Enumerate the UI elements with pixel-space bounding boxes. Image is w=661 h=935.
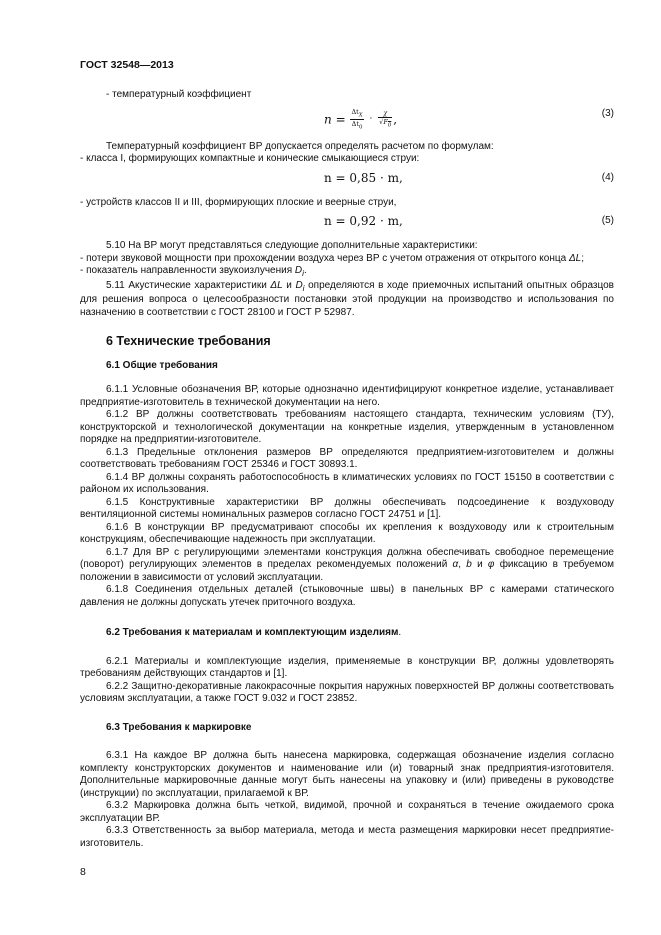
section-6-1-4: 6.1.4 ВР должны сохранять работоспособность в климатических условиях по ГОСТ 15150 в соответствии с районом их использования.	[80, 471, 614, 495]
formula-3-fraction-2: $\frac{\chi}{√F_0}$	[379, 109, 392, 129]
section-5-11: 5.11 Акустические характеристики ΔL и $D_i$ определяются в ходе приемочных испытаний опытных образцов для решения вопроса о целесообразности постановки этой продукции на производство и использования по назначению в соответствии с ГОСТ 28100 и ГОСТ Р 52987.	[80, 279, 614, 318]
temp-coefficient-label: - температурный коэффициент	[106, 89, 252, 100]
page-header: ГОСТ 32548—2013	[80, 59, 174, 71]
section-6-heading: 6 Технические требования	[106, 334, 271, 348]
section-6-1-5: 6.1.5 Конструктивные характеристики ВР должны обеспечивать подсоединение к воздуховоду вентиляционной системы номинальных размеров согласно ГОСТ 24751 и [1].	[80, 496, 614, 520]
section-6-2-heading: 6.2 Требования к материалам и комплектующим изделиям.	[106, 627, 402, 638]
section-5-10-item-a: - потери звуковой мощности при прохождении воздуха через ВР с учетом отражения от открытого конца ΔL;	[80, 252, 585, 264]
section-6-1-8: 6.1.8 Соединения отдельных деталей (стыковочные швы) в панельных ВР с камерами статического давления не должны допускать утечек приточного воздуха.	[80, 584, 614, 608]
formula-3-number: (3)	[601, 107, 614, 119]
page-number: 8	[80, 866, 86, 878]
section-6-2-2: 6.2.2 Защитно-декоративные лакокрасочные покрытия наружных поверхностей ВР должны соответствовать условиям эксплуатации, а также ГОСТ 9.032 и ГОСТ 23852.	[80, 680, 614, 704]
section-5-10: 5.10 На ВР могут представляться следующие дополнительные характеристики:	[106, 240, 478, 251]
section-6-3-heading: 6.3 Требования к маркировке	[106, 721, 252, 733]
section-6-1-7: 6.1.7 Для ВР с регулирующими элементами конструкция должна обеспечивать свободное перемещение (поворот) регулирующих элементов в пределах рекомендуемых положений α, b и φ фиксацию в требуемом положении в зависимости от условий эксплуатации.	[80, 546, 615, 583]
section-6-1-heading: 6.1 Общие требования	[106, 359, 218, 371]
section-6-1-6: 6.1.6 В конструкции ВР предусматривают способы их крепления к воздуховоду или к строительным конструкциям, обеспечивающие надежность при эксплуатации.	[80, 521, 614, 545]
section-6-3-3: 6.3.3 Ответственность за выбор материала, метода и места размещения маркировки несет предприятие-изготовитель.	[80, 825, 614, 849]
section-6-1-1: 6.1.1 Условные обозначения ВР, которые однозначно идентифицируют конкретное изделие, устанавливает предприятие-изготовитель в технической документации на него.	[80, 384, 614, 408]
section-6-3-1: 6.3.1 На каждое ВР должна быть нанесена маркировка, содержащая обозначение изделия согласно комплекту конструкторских документов и наименование или (и) товарный знак предприятия-изготовителя. Дополнительные маркировочные данные могут быть нанесены на упаковку и (или) приведены в руководстве (инструкции) по эксплуатации, прилагаемой к ВР.	[80, 750, 614, 799]
formula-3	[80, 105, 614, 135]
class23-paragraph: - устройств классов II и III, формирующих плоские и веерные струи,	[80, 196, 397, 208]
formula-4-number: (4)	[601, 171, 614, 183]
section-6-3-2: 6.3.2 Маркировка должна быть четкой, видимой, прочной и сохраняться в течение ожидаемого срока эксплуатации ВР.	[80, 800, 614, 824]
page-content	[80, 89, 614, 850]
section-6-1-3: 6.1.3 Предельные отклонения размеров ВР определяются предприятием-изготовителем и должны соответствовать требованиям ГОСТ 25346 и ГОСТ 30893.1.	[80, 446, 614, 470]
formula-3-expression: n = $\frac{\Delta t_X}{\Delta t_0}$ · $\frac{\chi}{√F_0}$ ,	[324, 107, 398, 131]
section-6-1-2: 6.1.2 ВР должны соответствовать требованиям настоящего стандарта, техническим условиям (ТУ), конструкторской и технологической документации на конкретные изделия, утвержденным в установленном порядке на предприятии-изготовителе.	[80, 409, 614, 445]
formula-5-number: (5)	[601, 215, 614, 226]
formula-4	[80, 169, 614, 191]
calc-paragraph: Температурный коэффициент ВР допускается определять расчетом по формулам:	[106, 140, 494, 152]
section-5-10-item-b: - показатель направленности звукоизлучения $D_i$.	[80, 265, 307, 278]
formula-4-expression: n = 0,85 · m,	[324, 170, 403, 185]
formula-5	[80, 212, 614, 234]
section-6-2-1: 6.2.1 Материалы и комплектующие изделия, применяемые в конструкции ВР, должны удовлетворять требованиям действующих стандартов и [1].	[80, 655, 614, 679]
formula-3-fraction-1: $\frac{\Delta t_X}{\Delta t_0}$	[351, 107, 363, 131]
class1-paragraph: - класса I, формирующих компактные и конические смыкающиеся струи:	[80, 153, 420, 164]
formula-5-expression: n = 0,92 · m,	[324, 214, 403, 228]
